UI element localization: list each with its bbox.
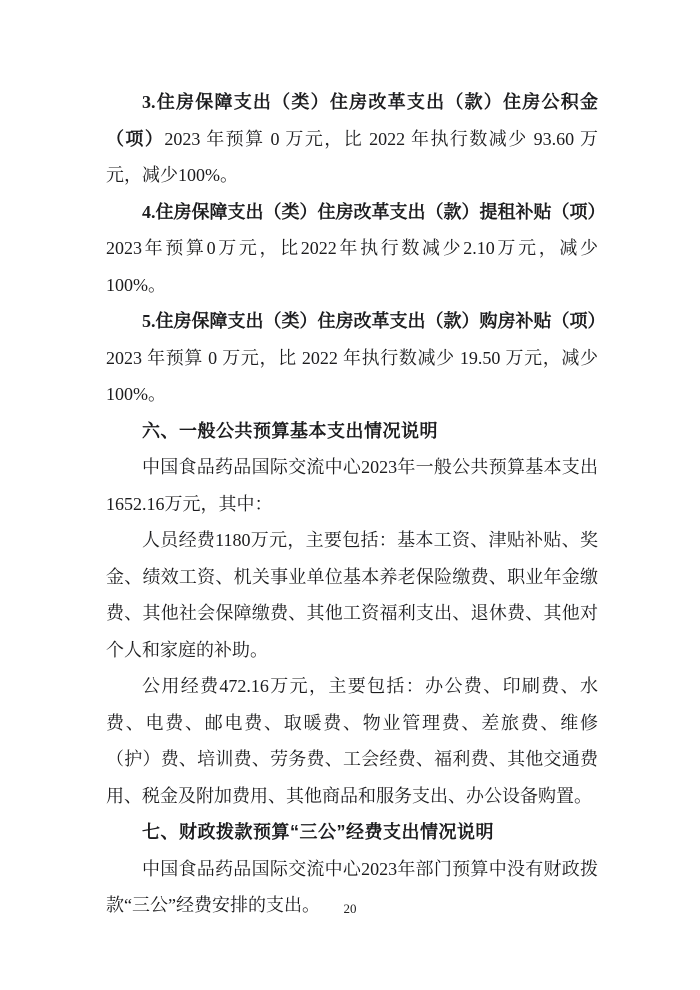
budget-item-4 (106, 194, 606, 304)
page-number: 20 (343, 901, 357, 916)
document-body (106, 84, 606, 924)
budget-item-5-heading: 5.住房保障支出（类）住房改革支出（款）购房补贴（项） (142, 311, 606, 331)
budget-item-3-heading: 3.住房保障支出（类）住房改革支出（款）住房公积金（项） (106, 92, 598, 149)
section-six-paragraph-3: 公用经费472.16万元，主要包括：办公费、印刷费、水费、电费、邮电费、取暖费、物业管理费、差旅费、维修（护）费、培训费、劳务费、工会经费、福利费、其他交通费用、税金及附加费用、其他商品和服务支出、办公设备购置。 (106, 676, 598, 806)
budget-item-3-body: 2023 年预算 0 万元，比 2022 年执行数减少 93.60 万元，减少100%。 (106, 128, 599, 185)
budget-item-4-body: 2023年预算0万元，比2022年执行数减少2.10万元，减少100%。 (106, 238, 598, 295)
section-seven-heading: 七、财政拨款预算“三公”经费支出情况说明 (142, 822, 494, 842)
section-six-paragraph-2: 人员经费1180万元，主要包括：基本工资、津贴补贴、奖金、绩效工资、机关事业单位基本养老保险缴费、职业年金缴费、其他社会保障缴费、其他工资福利支出、退休费、其他对个人和家庭的补助。 (106, 530, 598, 660)
section-seven-paragraph-1: 中国食品药品国际交流中心2023年部门预算中没有财政拨款“三公”经费安排的支出。 (106, 858, 598, 915)
budget-item-4-heading: 4.住房保障支出（类）住房改革支出（款）提租补贴（项） (142, 201, 606, 222)
budget-item-3 (106, 84, 598, 194)
section-six-heading: 六、一般公共预算基本支出情况说明 (142, 420, 438, 441)
budget-item-5 (106, 303, 606, 413)
section-six-paragraph-1: 中国食品药品国际交流中心2023年一般公共预算基本支出1652.16万元，其中： (106, 457, 598, 514)
budget-item-5-body: 2023 年预算 0 万元，比 2022 年执行数减少 19.50 万元，减少100%。 (106, 347, 598, 404)
